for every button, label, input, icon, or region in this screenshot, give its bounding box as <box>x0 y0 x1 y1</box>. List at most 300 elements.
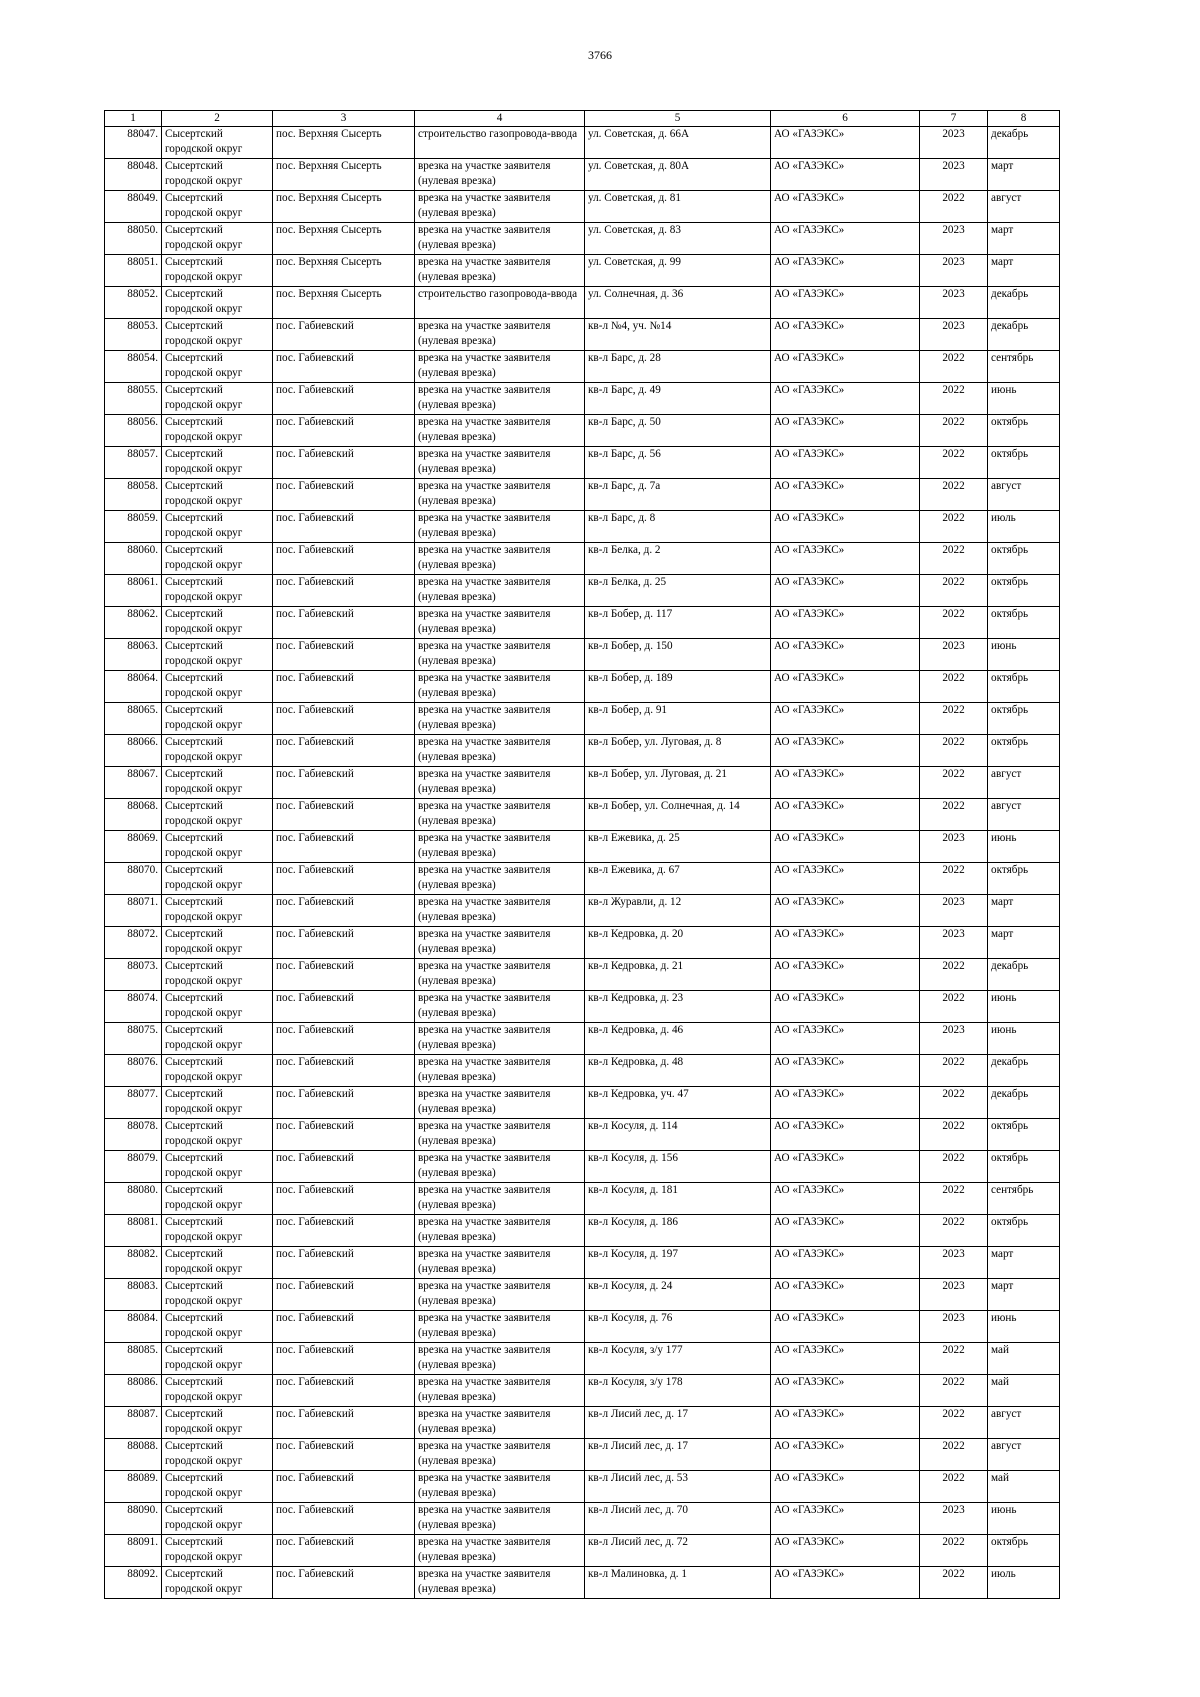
settlement-cell: пос. Габиевский <box>273 991 415 1023</box>
work-type-cell: врезка на участке заявителя (нулевая врезка) <box>415 767 585 799</box>
table-row <box>105 1471 1060 1503</box>
year-cell: 2022 <box>920 863 988 895</box>
work-type-cell: врезка на участке заявителя (нулевая врезка) <box>415 1503 585 1535</box>
settlement-cell: пос. Габиевский <box>273 703 415 735</box>
work-type-cell: врезка на участке заявителя (нулевая врезка) <box>415 159 585 191</box>
row-number: 88083. <box>105 1279 162 1311</box>
table-row <box>105 1535 1060 1567</box>
table-row <box>105 159 1060 191</box>
settlement-cell: пос. Габиевский <box>273 447 415 479</box>
row-number: 88048. <box>105 159 162 191</box>
work-type-cell: строительство газопровода-ввода <box>415 127 585 159</box>
table-row <box>105 959 1060 991</box>
year-cell: 2022 <box>920 1151 988 1183</box>
work-type-cell: врезка на участке заявителя (нулевая врезка) <box>415 1055 585 1087</box>
address-cell: ул. Советская, д. 80А <box>585 159 771 191</box>
table-row <box>105 1183 1060 1215</box>
row-number: 88088. <box>105 1439 162 1471</box>
table-row <box>105 1439 1060 1471</box>
year-cell: 2022 <box>920 767 988 799</box>
address-cell: кв-л Лисий лес, д. 70 <box>585 1503 771 1535</box>
municipality-cell: Сысертский городской округ <box>162 1343 273 1375</box>
municipality-cell: Сысертский городской округ <box>162 223 273 255</box>
row-number: 88092. <box>105 1567 162 1599</box>
year-cell: 2022 <box>920 511 988 543</box>
work-type-cell: врезка на участке заявителя (нулевая врезка) <box>415 927 585 959</box>
row-number: 88071. <box>105 895 162 927</box>
settlement-cell: пос. Габиевский <box>273 1503 415 1535</box>
settlement-cell: пос. Верхняя Сысерть <box>273 287 415 319</box>
month-cell: июнь <box>988 991 1060 1023</box>
year-cell: 2023 <box>920 127 988 159</box>
municipality-cell: Сысертский городской округ <box>162 351 273 383</box>
month-cell: июнь <box>988 1503 1060 1535</box>
year-cell: 2022 <box>920 191 988 223</box>
municipality-cell: Сысертский городской округ <box>162 1087 273 1119</box>
settlement-cell: пос. Габиевский <box>273 1279 415 1311</box>
table-row <box>105 703 1060 735</box>
municipality-cell: Сысертский городской округ <box>162 479 273 511</box>
column-header: 8 <box>988 111 1060 127</box>
municipality-cell: Сысертский городской округ <box>162 415 273 447</box>
municipality-cell: Сысертский городской округ <box>162 255 273 287</box>
municipality-cell: Сысертский городской округ <box>162 607 273 639</box>
table-row <box>105 927 1060 959</box>
organization-cell: АО «ГАЗЭКС» <box>771 543 920 575</box>
row-number: 88075. <box>105 1023 162 1055</box>
month-cell: август <box>988 767 1060 799</box>
row-number: 88073. <box>105 959 162 991</box>
work-type-cell: врезка на участке заявителя (нулевая врезка) <box>415 1375 585 1407</box>
organization-cell: АО «ГАЗЭКС» <box>771 223 920 255</box>
municipality-cell: Сысертский городской округ <box>162 1375 273 1407</box>
work-type-cell: врезка на участке заявителя (нулевая врезка) <box>415 543 585 575</box>
settlement-cell: пос. Габиевский <box>273 927 415 959</box>
organization-cell: АО «ГАЗЭКС» <box>771 1375 920 1407</box>
organization-cell: АО «ГАЗЭКС» <box>771 1567 920 1599</box>
address-cell: кв-л Бобер, д. 117 <box>585 607 771 639</box>
gasification-table <box>104 110 1060 1599</box>
address-cell: кв-л Лисий лес, д. 17 <box>585 1407 771 1439</box>
organization-cell: АО «ГАЗЭКС» <box>771 1503 920 1535</box>
column-header: 5 <box>585 111 771 127</box>
settlement-cell: пос. Верхняя Сысерть <box>273 223 415 255</box>
organization-cell: АО «ГАЗЭКС» <box>771 639 920 671</box>
organization-cell: АО «ГАЗЭКС» <box>771 351 920 383</box>
year-cell: 2022 <box>920 351 988 383</box>
work-type-cell: врезка на участке заявителя (нулевая врезка) <box>415 1471 585 1503</box>
settlement-cell: пос. Габиевский <box>273 1183 415 1215</box>
municipality-cell: Сысертский городской округ <box>162 1215 273 1247</box>
column-header: 7 <box>920 111 988 127</box>
month-cell: октябрь <box>988 671 1060 703</box>
settlement-cell: пос. Габиевский <box>273 1215 415 1247</box>
municipality-cell: Сысертский городской округ <box>162 863 273 895</box>
work-type-cell: врезка на участке заявителя (нулевая врезка) <box>415 735 585 767</box>
row-number: 88061. <box>105 575 162 607</box>
column-header: 4 <box>415 111 585 127</box>
organization-cell: АО «ГАЗЭКС» <box>771 831 920 863</box>
organization-cell: АО «ГАЗЭКС» <box>771 895 920 927</box>
municipality-cell: Сысертский городской округ <box>162 799 273 831</box>
address-cell: ул. Советская, д. 83 <box>585 223 771 255</box>
month-cell: октябрь <box>988 863 1060 895</box>
month-cell: май <box>988 1343 1060 1375</box>
table-row <box>105 1087 1060 1119</box>
address-cell: кв-л Кедровка, д. 21 <box>585 959 771 991</box>
organization-cell: АО «ГАЗЭКС» <box>771 863 920 895</box>
organization-cell: АО «ГАЗЭКС» <box>771 287 920 319</box>
month-cell: октябрь <box>988 447 1060 479</box>
table-row <box>105 575 1060 607</box>
work-type-cell: врезка на участке заявителя (нулевая врезка) <box>415 1279 585 1311</box>
settlement-cell: пос. Габиевский <box>273 543 415 575</box>
row-number: 88087. <box>105 1407 162 1439</box>
municipality-cell: Сысертский городской округ <box>162 447 273 479</box>
row-number: 88062. <box>105 607 162 639</box>
row-number: 88080. <box>105 1183 162 1215</box>
month-cell: октябрь <box>988 703 1060 735</box>
address-cell: кв-л Белка, д. 2 <box>585 543 771 575</box>
work-type-cell: врезка на участке заявителя (нулевая врезка) <box>415 447 585 479</box>
work-type-cell: врезка на участке заявителя (нулевая врезка) <box>415 1087 585 1119</box>
month-cell: октябрь <box>988 575 1060 607</box>
settlement-cell: пос. Верхняя Сысерть <box>273 255 415 287</box>
municipality-cell: Сысертский городской округ <box>162 895 273 927</box>
row-number: 88049. <box>105 191 162 223</box>
month-cell: декабрь <box>988 287 1060 319</box>
address-cell: кв-л Кедровка, уч. 47 <box>585 1087 771 1119</box>
work-type-cell: врезка на участке заявителя (нулевая врезка) <box>415 319 585 351</box>
organization-cell: АО «ГАЗЭКС» <box>771 383 920 415</box>
work-type-cell: врезка на участке заявителя (нулевая врезка) <box>415 191 585 223</box>
organization-cell: АО «ГАЗЭКС» <box>771 799 920 831</box>
work-type-cell: врезка на участке заявителя (нулевая врезка) <box>415 1023 585 1055</box>
municipality-cell: Сысертский городской округ <box>162 127 273 159</box>
address-cell: ул. Советская, д. 81 <box>585 191 771 223</box>
work-type-cell: врезка на участке заявителя (нулевая врезка) <box>415 255 585 287</box>
address-cell: кв-л Бобер, д. 189 <box>585 671 771 703</box>
table-row <box>105 255 1060 287</box>
address-cell: кв-л Барс, д. 50 <box>585 415 771 447</box>
organization-cell: АО «ГАЗЭКС» <box>771 1439 920 1471</box>
month-cell: октябрь <box>988 1151 1060 1183</box>
work-type-cell: врезка на участке заявителя (нулевая врезка) <box>415 831 585 863</box>
work-type-cell: врезка на участке заявителя (нулевая врезка) <box>415 1247 585 1279</box>
address-cell: ул. Солнечная, д. 36 <box>585 287 771 319</box>
month-cell: май <box>988 1471 1060 1503</box>
year-cell: 2023 <box>920 287 988 319</box>
settlement-cell: пос. Габиевский <box>273 863 415 895</box>
table-row <box>105 127 1060 159</box>
address-cell: кв-л Лисий лес, д. 72 <box>585 1535 771 1567</box>
municipality-cell: Сысертский городской округ <box>162 671 273 703</box>
month-cell: сентябрь <box>988 351 1060 383</box>
organization-cell: АО «ГАЗЭКС» <box>771 1055 920 1087</box>
settlement-cell: пос. Габиевский <box>273 831 415 863</box>
year-cell: 2023 <box>920 831 988 863</box>
work-type-cell: врезка на участке заявителя (нулевая врезка) <box>415 1311 585 1343</box>
year-cell: 2022 <box>920 1567 988 1599</box>
municipality-cell: Сысертский городской округ <box>162 1279 273 1311</box>
organization-cell: АО «ГАЗЭКС» <box>771 575 920 607</box>
address-cell: кв-л Бобер, ул. Луговая, д. 8 <box>585 735 771 767</box>
row-number: 88051. <box>105 255 162 287</box>
address-cell: кв-л Косуля, д. 114 <box>585 1119 771 1151</box>
row-number: 88079. <box>105 1151 162 1183</box>
address-cell: кв-л Косуля, д. 76 <box>585 1311 771 1343</box>
work-type-cell: врезка на участке заявителя (нулевая врезка) <box>415 1183 585 1215</box>
table-row <box>105 735 1060 767</box>
organization-cell: АО «ГАЗЭКС» <box>771 447 920 479</box>
settlement-cell: пос. Габиевский <box>273 1439 415 1471</box>
settlement-cell: пос. Габиевский <box>273 319 415 351</box>
row-number: 88068. <box>105 799 162 831</box>
address-cell: кв-л Кедровка, д. 48 <box>585 1055 771 1087</box>
year-cell: 2023 <box>920 639 988 671</box>
organization-cell: АО «ГАЗЭКС» <box>771 959 920 991</box>
municipality-cell: Сысертский городской округ <box>162 1567 273 1599</box>
municipality-cell: Сысертский городской округ <box>162 1407 273 1439</box>
address-cell: кв-л Косуля, д. 156 <box>585 1151 771 1183</box>
municipality-cell: Сысертский городской округ <box>162 159 273 191</box>
row-number: 88064. <box>105 671 162 703</box>
settlement-cell: пос. Габиевский <box>273 1151 415 1183</box>
table-row <box>105 415 1060 447</box>
table-row <box>105 1407 1060 1439</box>
work-type-cell: врезка на участке заявителя (нулевая врезка) <box>415 1343 585 1375</box>
address-cell: кв-л Бобер, ул. Солнечная, д. 14 <box>585 799 771 831</box>
settlement-cell: пос. Габиевский <box>273 1023 415 1055</box>
work-type-cell: врезка на участке заявителя (нулевая врезка) <box>415 1119 585 1151</box>
work-type-cell: врезка на участке заявителя (нулевая врезка) <box>415 607 585 639</box>
year-cell: 2022 <box>920 383 988 415</box>
address-cell: кв-л Лисий лес, д. 53 <box>585 1471 771 1503</box>
settlement-cell: пос. Габиевский <box>273 383 415 415</box>
settlement-cell: пос. Габиевский <box>273 575 415 607</box>
row-number: 88067. <box>105 767 162 799</box>
year-cell: 2023 <box>920 255 988 287</box>
month-cell: июнь <box>988 383 1060 415</box>
address-cell: кв-л Малиновка, д. 1 <box>585 1567 771 1599</box>
year-cell: 2023 <box>920 1023 988 1055</box>
row-number: 88063. <box>105 639 162 671</box>
year-cell: 2022 <box>920 1215 988 1247</box>
work-type-cell: врезка на участке заявителя (нулевая врезка) <box>415 959 585 991</box>
table-row <box>105 191 1060 223</box>
row-number: 88089. <box>105 1471 162 1503</box>
table-row <box>105 223 1060 255</box>
settlement-cell: пос. Габиевский <box>273 1055 415 1087</box>
organization-cell: АО «ГАЗЭКС» <box>771 767 920 799</box>
month-cell: март <box>988 159 1060 191</box>
row-number: 88059. <box>105 511 162 543</box>
year-cell: 2022 <box>920 1375 988 1407</box>
address-cell: ул. Советская, д. 99 <box>585 255 771 287</box>
row-number: 88076. <box>105 1055 162 1087</box>
table-row <box>105 639 1060 671</box>
settlement-cell: пос. Габиевский <box>273 1119 415 1151</box>
municipality-cell: Сысертский городской округ <box>162 959 273 991</box>
address-cell: кв-л Барс, д. 49 <box>585 383 771 415</box>
address-cell: кв-л Барс, д. 28 <box>585 351 771 383</box>
municipality-cell: Сысертский городской округ <box>162 1183 273 1215</box>
month-cell: июнь <box>988 1023 1060 1055</box>
month-cell: сентябрь <box>988 1183 1060 1215</box>
table-row <box>105 831 1060 863</box>
year-cell: 2022 <box>920 1183 988 1215</box>
month-cell: июнь <box>988 1311 1060 1343</box>
organization-cell: АО «ГАЗЭКС» <box>771 991 920 1023</box>
table-row <box>105 287 1060 319</box>
address-cell: кв-л Косуля, з/у 178 <box>585 1375 771 1407</box>
year-cell: 2022 <box>920 703 988 735</box>
year-cell: 2022 <box>920 1535 988 1567</box>
organization-cell: АО «ГАЗЭКС» <box>771 511 920 543</box>
row-number: 88066. <box>105 735 162 767</box>
address-cell: ул. Советская, д. 66А <box>585 127 771 159</box>
address-cell: кв-л Ежевика, д. 25 <box>585 831 771 863</box>
row-number: 88069. <box>105 831 162 863</box>
work-type-cell: врезка на участке заявителя (нулевая врезка) <box>415 1535 585 1567</box>
year-cell: 2022 <box>920 991 988 1023</box>
row-number: 88060. <box>105 543 162 575</box>
settlement-cell: пос. Габиевский <box>273 1311 415 1343</box>
column-header: 2 <box>162 111 273 127</box>
year-cell: 2022 <box>920 575 988 607</box>
table-row <box>105 671 1060 703</box>
month-cell: август <box>988 799 1060 831</box>
year-cell: 2022 <box>920 479 988 511</box>
month-cell: октябрь <box>988 1535 1060 1567</box>
table-row <box>105 1279 1060 1311</box>
organization-cell: АО «ГАЗЭКС» <box>771 1087 920 1119</box>
municipality-cell: Сысертский городской округ <box>162 1535 273 1567</box>
month-cell: август <box>988 1407 1060 1439</box>
table-row <box>105 1119 1060 1151</box>
municipality-cell: Сысертский городской округ <box>162 1119 273 1151</box>
year-cell: 2022 <box>920 735 988 767</box>
address-cell: кв-л Кедровка, д. 46 <box>585 1023 771 1055</box>
row-number: 88054. <box>105 351 162 383</box>
work-type-cell: врезка на участке заявителя (нулевая врезка) <box>415 1215 585 1247</box>
municipality-cell: Сысертский городской округ <box>162 991 273 1023</box>
year-cell: 2022 <box>920 415 988 447</box>
table-row <box>105 1375 1060 1407</box>
table-row <box>105 607 1060 639</box>
municipality-cell: Сысертский городской округ <box>162 319 273 351</box>
organization-cell: АО «ГАЗЭКС» <box>771 607 920 639</box>
month-cell: август <box>988 1439 1060 1471</box>
year-cell: 2022 <box>920 543 988 575</box>
organization-cell: АО «ГАЗЭКС» <box>771 1279 920 1311</box>
settlement-cell: пос. Габиевский <box>273 415 415 447</box>
settlement-cell: пос. Габиевский <box>273 767 415 799</box>
organization-cell: АО «ГАЗЭКС» <box>771 1471 920 1503</box>
address-cell: кв-л Журавли, д. 12 <box>585 895 771 927</box>
organization-cell: АО «ГАЗЭКС» <box>771 1151 920 1183</box>
month-cell: март <box>988 255 1060 287</box>
work-type-cell: врезка на участке заявителя (нулевая врезка) <box>415 863 585 895</box>
settlement-cell: пос. Габиевский <box>273 799 415 831</box>
settlement-cell: пос. Габиевский <box>273 671 415 703</box>
settlement-cell: пос. Верхняя Сысерть <box>273 159 415 191</box>
year-cell: 2022 <box>920 1343 988 1375</box>
work-type-cell: врезка на участке заявителя (нулевая врезка) <box>415 703 585 735</box>
table-row <box>105 895 1060 927</box>
row-number: 88053. <box>105 319 162 351</box>
row-number: 88078. <box>105 1119 162 1151</box>
settlement-cell: пос. Габиевский <box>273 1343 415 1375</box>
address-cell: кв-л Кедровка, д. 20 <box>585 927 771 959</box>
table-row <box>105 383 1060 415</box>
settlement-cell: пос. Габиевский <box>273 1567 415 1599</box>
organization-cell: АО «ГАЗЭКС» <box>771 927 920 959</box>
table-row <box>105 479 1060 511</box>
address-cell: кв-л Косуля, д. 186 <box>585 1215 771 1247</box>
column-header: 3 <box>273 111 415 127</box>
month-cell: декабрь <box>988 959 1060 991</box>
year-cell: 2022 <box>920 1055 988 1087</box>
address-cell: кв-л №4, уч. №14 <box>585 319 771 351</box>
year-cell: 2023 <box>920 1279 988 1311</box>
organization-cell: АО «ГАЗЭКС» <box>771 703 920 735</box>
month-cell: март <box>988 1279 1060 1311</box>
work-type-cell: врезка на участке заявителя (нулевая врезка) <box>415 1151 585 1183</box>
row-number: 88077. <box>105 1087 162 1119</box>
municipality-cell: Сысертский городской округ <box>162 927 273 959</box>
year-cell: 2022 <box>920 607 988 639</box>
work-type-cell: врезка на участке заявителя (нулевая врезка) <box>415 351 585 383</box>
address-cell: кв-л Кедровка, д. 23 <box>585 991 771 1023</box>
organization-cell: АО «ГАЗЭКС» <box>771 1247 920 1279</box>
row-number: 88091. <box>105 1535 162 1567</box>
municipality-cell: Сысертский городской округ <box>162 1055 273 1087</box>
work-type-cell: врезка на участке заявителя (нулевая врезка) <box>415 479 585 511</box>
municipality-cell: Сысертский городской округ <box>162 1023 273 1055</box>
municipality-cell: Сысертский городской округ <box>162 735 273 767</box>
table-row <box>105 447 1060 479</box>
row-number: 88090. <box>105 1503 162 1535</box>
table-row <box>105 1055 1060 1087</box>
work-type-cell: врезка на участке заявителя (нулевая врезка) <box>415 511 585 543</box>
year-cell: 2023 <box>920 159 988 191</box>
table-row <box>105 1503 1060 1535</box>
table-row <box>105 1311 1060 1343</box>
year-cell: 2023 <box>920 1311 988 1343</box>
organization-cell: АО «ГАЗЭКС» <box>771 1215 920 1247</box>
address-cell: кв-л Бобер, ул. Луговая, д. 21 <box>585 767 771 799</box>
address-cell: кв-л Барс, д. 7а <box>585 479 771 511</box>
work-type-cell: врезка на участке заявителя (нулевая врезка) <box>415 1439 585 1471</box>
row-number: 88055. <box>105 383 162 415</box>
month-cell: декабрь <box>988 1087 1060 1119</box>
year-cell: 2022 <box>920 1439 988 1471</box>
municipality-cell: Сысертский городской округ <box>162 1439 273 1471</box>
year-cell: 2023 <box>920 895 988 927</box>
work-type-cell: врезка на участке заявителя (нулевая врезка) <box>415 575 585 607</box>
municipality-cell: Сысертский городской округ <box>162 511 273 543</box>
settlement-cell: пос. Верхняя Сысерть <box>273 191 415 223</box>
row-number: 88058. <box>105 479 162 511</box>
address-cell: кв-л Бобер, д. 91 <box>585 703 771 735</box>
work-type-cell: строительство газопровода-ввода <box>415 287 585 319</box>
table-row <box>105 799 1060 831</box>
municipality-cell: Сысертский городской округ <box>162 575 273 607</box>
row-number: 88070. <box>105 863 162 895</box>
column-header: 6 <box>771 111 920 127</box>
table-row <box>105 1215 1060 1247</box>
